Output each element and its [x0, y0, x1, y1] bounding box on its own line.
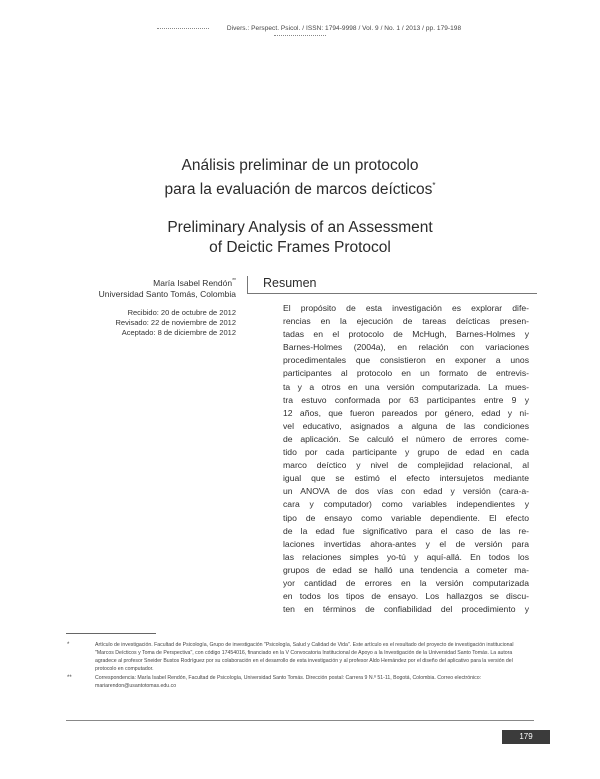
title-spanish-line-2-text: para la evaluación de marcos deícticos [164, 181, 433, 199]
abstract-heading-rule [247, 293, 537, 294]
abstract-line: procedimentales que consistieron en exponer a unos [283, 355, 529, 366]
abstract-body [283, 302, 529, 616]
author-name-text: María Isabel Rendón [153, 277, 233, 288]
footnote-article-text: Artículo de investigación. Facultad de Psicología, Grupo de investigación "Psicología, Salud y Calidad de Vida". Este artículo es el resultado del proyecto de investigación institucional "Marcos Deícticos y Toma de Perspectiva", con código 17454016, financiado en la V Convocatoria Institucional de Apoyo a la Investigación de la Universidad Santo Tomás. La autora agradece al profesor Sneider Bustos Rodríguez por su colaboración en el desarrollo de esta investigación y al profesor Aldo Hernández por el diseño del aplicativo para la versión del protocolo en computador. [95, 642, 514, 673]
section-vertical-rule [247, 276, 248, 293]
date-accepted: Aceptado: 8 de diciembre de 2012 [121, 328, 236, 338]
title-english [110, 218, 490, 258]
abstract-line: rencias en la ejecución de tareas deícticas presen- [283, 316, 529, 327]
author-name [60, 276, 236, 289]
abstract-line: tido por cada participante y grupo de edad en cada [283, 447, 529, 458]
author-affiliation: Universidad Santo Tomás, Colombia [98, 288, 236, 299]
header-dotted-rule-right [274, 35, 326, 36]
title-footnote-mark: * [432, 181, 436, 190]
abstract-line: grupos de edad se halló una tendencia a cometer ma- [283, 564, 529, 575]
abstract-line: igual que se estimó el efecto intersujetos mediante [283, 473, 529, 484]
abstract-line: ta y a otros en una versión computarizada. La mues- [283, 381, 529, 392]
abstract-line: laciones invertidas ahora-antes y el de versión para [283, 538, 529, 549]
running-header [100, 25, 500, 39]
title-english-line-1: Preliminary Analysis of an Assessment [167, 219, 433, 236]
abstract-line: tipo de ensayo como variable dependiente. El efecto [283, 512, 529, 523]
date-received: Recibido: 20 de octubre de 2012 [127, 308, 236, 317]
date-revised: Revisado: 22 de noviembre de 2012 [115, 318, 236, 328]
page-bottom-rule [66, 720, 534, 721]
abstract-line: 12 años, que fueron pareados por género, edad y ni- [283, 407, 529, 418]
submission-dates [60, 308, 236, 339]
abstract-line: marco deíctico y nivel de complejidad relacional, al [283, 460, 529, 471]
abstract-heading: Resumen [263, 276, 317, 290]
abstract-line: tra estuvo conformada por 63 participantes entre 9 y [283, 394, 529, 405]
abstract-line: yor cantidad de errores en la versión computarizada [283, 577, 529, 588]
footnote-correspondence-text: Correspondencia: María Isabel Rendón, Facultad de Psicología, Universidad Santo Tomás. Dirección postal: Carrera 9 N.º 51-11, Bogotá, Colombia. Correo electrónico: mariarendon@usantotomas.edu.co [95, 675, 482, 690]
running-head-text: Divers.: Perspect. Psicol. / ISSN: 1794-9998 / Vol. 9 / No. 1 / 2013 / pp. 179-198 [226, 25, 462, 32]
abstract-line: ten en términos de confiabilidad del procedimiento y [283, 604, 529, 615]
abstract-line: participantes al protocolo en un formato de entrevis- [283, 368, 529, 379]
page-number: 179 [502, 730, 550, 744]
header-dotted-rule-left [157, 28, 209, 29]
footnote-article [67, 641, 531, 673]
author-footnote-mark: ** [232, 278, 236, 284]
title-english-line-2: of Deictic Frames Protocol [209, 239, 391, 256]
footnote-correspondence-mark: ** [67, 675, 72, 681]
abstract-line: las relaciones simples yo-tú y aquí-allá. En todos los [283, 551, 529, 562]
abstract-line: tadas en el protocolo de McHugh, Barnes-Holmes y [283, 329, 529, 340]
abstract-line: Barnes-Holmes (2004a), en relación con variaciones [283, 342, 529, 353]
abstract-line: en todos los tipos de ensayo. Los hallazgos se discu- [283, 591, 529, 602]
abstract-line: de la edad fue significativo para el caso de las re- [283, 525, 529, 536]
title-spanish-line-1: Análisis preliminar de un protocolo [181, 157, 419, 174]
footnote-article-mark: * [67, 642, 70, 648]
abstract-line: El propósito de esta investigación es explorar dife- [283, 303, 529, 313]
abstract-line: cara y computador) como variables independientes y [283, 499, 529, 510]
footnote-correspondence [67, 674, 531, 690]
abstract-line: de aplicación. Se calculó el número de errores come- [283, 433, 529, 444]
author-block [60, 276, 236, 300]
abstract-line: vel educativo, asignados a alguna de las condiciones [283, 420, 529, 431]
footnote-separator [66, 633, 156, 634]
title-spanish [110, 156, 490, 200]
abstract-line: un ANOVA de dos vías con edad y versión (cara-a- [283, 486, 529, 497]
title-spanish-line-2 [110, 176, 490, 200]
